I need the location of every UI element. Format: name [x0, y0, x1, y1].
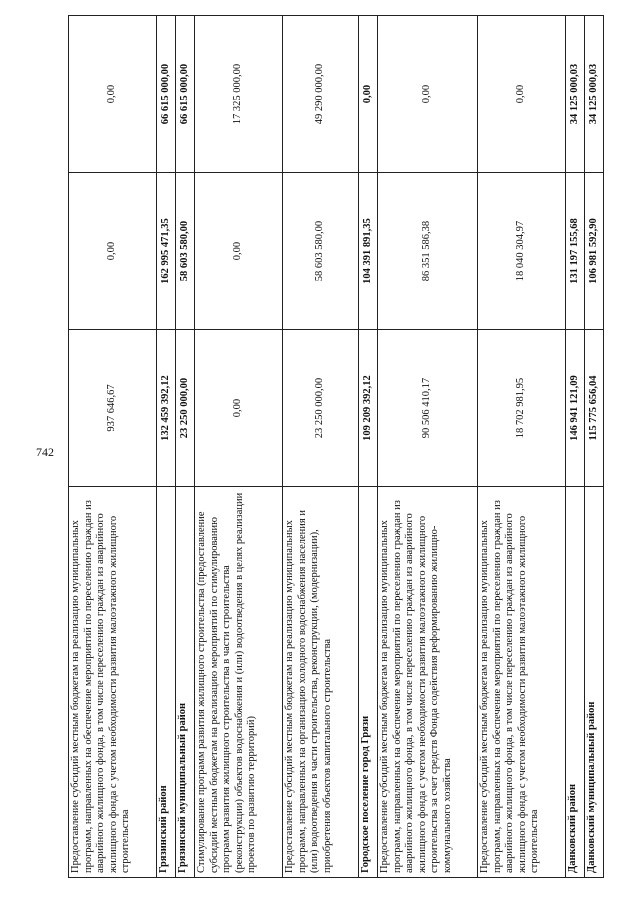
- row-value-1: 0,00: [195, 330, 283, 487]
- row-value-2: 0,00: [69, 173, 157, 330]
- row-value-1: 132 459 392,12: [157, 330, 176, 487]
- row-value-2: 106 981 592,90: [585, 173, 604, 330]
- table-row: [378, 16, 478, 878]
- table-row: [478, 16, 566, 878]
- page-number: 742: [36, 445, 54, 459]
- row-value-1: 23 250 000,00: [283, 330, 359, 487]
- row-name: Грязинский муниципальный район: [176, 487, 195, 878]
- row-value-1: 146 941 121,09: [566, 330, 585, 487]
- row-value-1: 937 646,67: [69, 330, 157, 487]
- rotated-table-wrapper: [68, 38, 599, 878]
- table-row: [283, 16, 359, 878]
- table-row: [157, 16, 176, 878]
- table-row: [359, 16, 378, 878]
- row-value-2: 86 351 586,38: [378, 173, 478, 330]
- row-value-1: 115 775 656,04: [585, 330, 604, 487]
- row-value-2: 104 391 891,35: [359, 173, 378, 330]
- row-name: Предоставление субсидий местным бюджетам на реализацию муниципальных программ, направленных на организацию холодного водоснабжения населения и (или) водоотведения в части строительства, реконструкции, (модернизации), приобретения объектов капитального строительства: [283, 487, 359, 878]
- row-value-3: 17 325 000,00: [195, 16, 283, 173]
- row-value-2: 0,00: [195, 173, 283, 330]
- table-row: [195, 16, 283, 878]
- table-row: [585, 16, 604, 878]
- row-value-2: 18 040 304,97: [478, 173, 566, 330]
- row-value-3: 0,00: [478, 16, 566, 173]
- table-row: [566, 16, 585, 878]
- table-row: [69, 16, 157, 878]
- row-name: Предоставление субсидий местным бюджетам на реализацию муниципальных программ, направленных на обеспечение мероприятий по переселению граждан из аварийного жилищного фонда, в том числе переселению граждан из аварийного жилищного фонда с учетом необходимости развития малоэтажного жилищного строительства: [478, 487, 566, 878]
- row-name: Грязинский район: [157, 487, 176, 878]
- row-value-3: 0,00: [69, 16, 157, 173]
- row-value-3: 0,00: [359, 16, 378, 173]
- row-value-3: 49 290 000,00: [283, 16, 359, 173]
- row-value-1: 109 209 392,12: [359, 330, 378, 487]
- row-value-3: 34 125 000,03: [566, 16, 585, 173]
- row-value-3: 66 615 000,00: [176, 16, 195, 173]
- row-value-1: 18 702 981,95: [478, 330, 566, 487]
- row-value-2: 131 197 155,68: [566, 173, 585, 330]
- row-value-2: 58 603 580,00: [283, 173, 359, 330]
- budget-table: [68, 15, 604, 878]
- row-value-1: 23 250 000,00: [176, 330, 195, 487]
- row-value-3: 34 125 000,03: [585, 16, 604, 173]
- row-name: Предоставление субсидий местным бюджетам на реализацию муниципальных программ, направленных на обеспечение мероприятий по переселению граждан из аварийного жилищного фонда, в том числе переселению граждан из аварийного жилищного фонда с учетом необходимости развития малоэтажного жилищного строительства за счет средств Фонда содействия реформированию жилищно-коммунального хозяйства: [378, 487, 478, 878]
- row-name: Данковский район: [566, 487, 585, 878]
- table-row: [176, 16, 195, 878]
- row-name: Предоставление субсидий местным бюджетам на реализацию муниципальных программ, направленных на обеспечение мероприятий по переселению граждан из аварийного жилищного фонда, в том числе переселению граждан из аварийного жилищного фонда с учетом необходимости развития малоэтажного жилищного строительства: [69, 487, 157, 878]
- row-value-3: 0,00: [378, 16, 478, 173]
- row-value-2: 58 603 580,00: [176, 173, 195, 330]
- row-name: Данковский муниципальный район: [585, 487, 604, 878]
- row-name: Городское поселение город Грязи: [359, 487, 378, 878]
- row-value-1: 90 506 410,17: [378, 330, 478, 487]
- row-name: Стимулирование программ развития жилищного строительства (предоставление субсидий местным бюджетам на реализацию мероприятий по стимулированию программ развития жилищного строительства в части строительства (реконструкции) объектов водоснабжения и (или) водоотведения в целях реализации проектов по развитию территорий): [195, 487, 283, 878]
- table-inner: [68, 38, 599, 878]
- row-value-3: 66 615 000,00: [157, 16, 176, 173]
- row-value-2: 162 995 471,35: [157, 173, 176, 330]
